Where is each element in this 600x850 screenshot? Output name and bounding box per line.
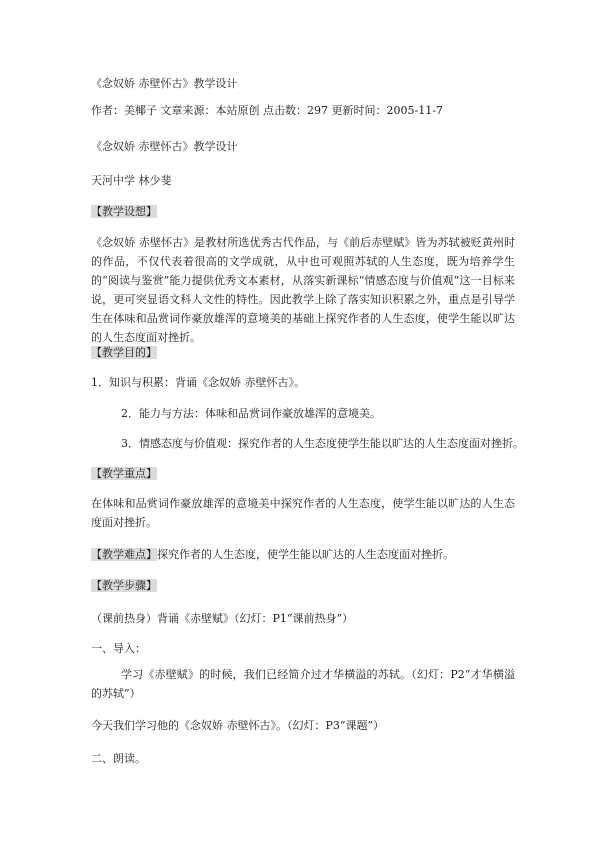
heading-design [91, 204, 157, 220]
heading-design-label: 【教学设想】 [91, 205, 157, 218]
goal-item-2: 2．能力与方法：体味和品赏词作豪放雄浑的意境美。 [121, 407, 381, 420]
difficulty-line [91, 547, 454, 563]
heading-goal-label: 【教学目的】 [91, 346, 157, 359]
intro-paragraph-1: 学习《赤壁赋》的时候，我们已经简介过才华横溢的苏轼。（幻灯：P2“才华横溢的苏轼”） [91, 668, 515, 700]
heading-steps [91, 578, 157, 594]
section-intro-heading: 一、导入： [91, 642, 146, 655]
key-paragraph: 在体味和品赏词作豪放雄浑的意境美中探究作者的人生态度，使学生能以旷达的人生态度面对挫折。 [91, 497, 515, 529]
heading-key [91, 466, 157, 482]
warmup-line: （课前热身）背诵《赤壁赋》（幻灯：P1“课前热身”） [91, 612, 354, 625]
design-paragraph: 《念奴娇 赤壁怀古》是教材所选优秀古代作品，与《前后赤壁赋》皆为苏轼被贬黄州时的作品，不仅代表着很高的文学成就，从中也可观照苏轼的人生态度，既为培养学生的“阅读与鉴赏”能力提供优秀文本素材，从落实新课标“情感态度与价值观”这一目标来说，更可突显语文科人文性的特性。因此教学上除了落实知识积累之外，重点是引导学生在体味和品赏词作豪放雄浑的意境美的基础上探究作者的人生态度，使学生能以旷达的人生态度面对挫折。 [91, 236, 515, 344]
doc-title: 《念奴娇 赤壁怀古》教学设计 [91, 77, 238, 90]
doc-subtitle: 《念奴娇 赤壁怀古》教学设计 [91, 140, 238, 153]
doc-meta: 作者：美椰子 文章来源：本站原创 点击数：297 更新时间：2005-11-7 [91, 104, 443, 117]
heading-steps-label: 【教学步骤】 [91, 579, 157, 592]
goal-item-1: 1．知识与积累：背诵《念奴娇 赤壁怀古》。 [91, 376, 305, 389]
heading-difficulty-label: 【教学难点】 [91, 548, 157, 561]
section-reading-heading: 二、朗读。 [91, 752, 146, 765]
doc-author: 天河中学 林少斐 [91, 174, 172, 187]
goal-item-3: 3．情感态度与价值观：探究作者的人生态度使学生能以旷达的人生态度面对挫折。 [121, 437, 524, 450]
intro-paragraph-2: 今天我们学习他的《念奴娇 赤壁怀古》。（幻灯：P3“课题”） [91, 719, 385, 732]
difficulty-text: 探究作者的人生态度，使学生能以旷达的人生态度面对挫折。 [157, 548, 454, 561]
heading-goal [91, 345, 157, 361]
heading-key-label: 【教学重点】 [91, 467, 157, 480]
